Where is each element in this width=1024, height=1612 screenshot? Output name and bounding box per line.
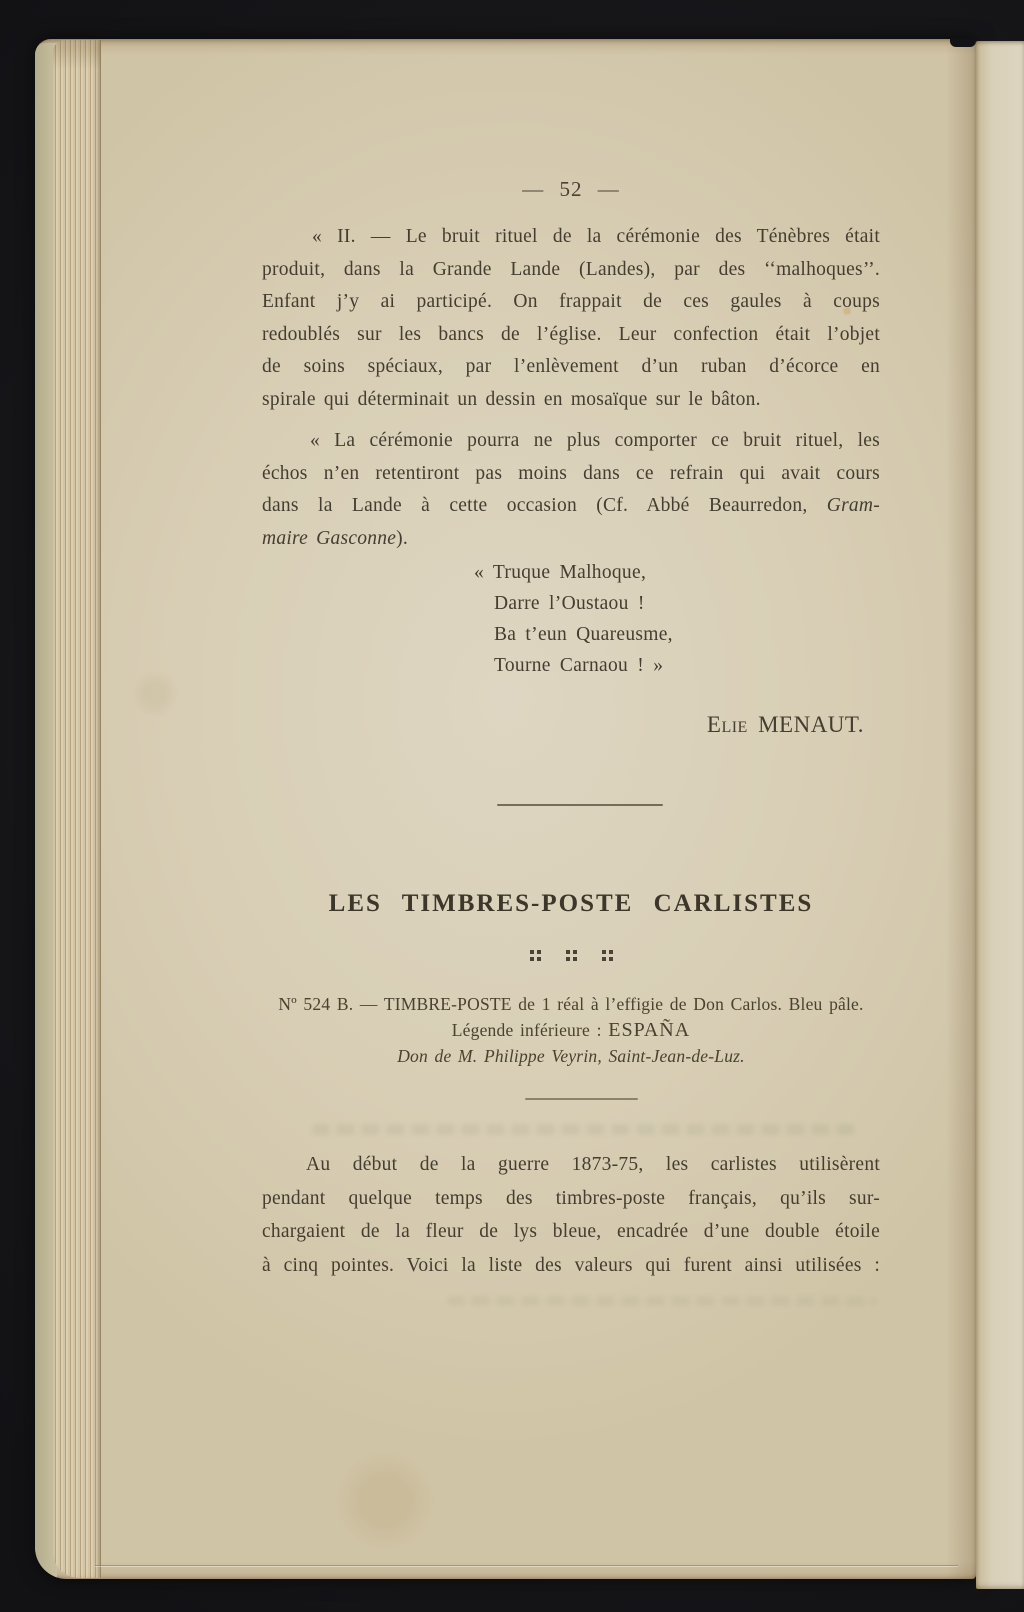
facing-page-sliver: [976, 41, 1024, 1589]
four-dot-ornament-icon: [530, 950, 541, 961]
section-divider-rule: [497, 804, 663, 806]
ornament-dots: [262, 950, 880, 961]
author-first-name: Elie: [706, 712, 748, 737]
text-line: de soins spéciaux, par l’enlèvement d’un ruban d’écorce en: [262, 356, 880, 377]
text-line: [262, 523, 880, 556]
text-line: produit, dans la Grande Lande (Landes), par des ‘‘malhoques’’.: [262, 258, 880, 280]
book-page: [35, 39, 976, 1579]
book-title-italic: Gram-: [826, 495, 880, 516]
show-through-ghost-text: [447, 1296, 877, 1306]
verse-line: « Truque Malhoque,: [474, 562, 647, 583]
text-line: échos n’en retentiront pas moins dans ce refrain qui avait cours: [262, 462, 880, 484]
page-number: — 52 —: [522, 177, 620, 201]
paragraph-3: [262, 1148, 880, 1282]
section-divider-rule: [525, 1098, 638, 1100]
text-line: Au début de la guerre 1873-75, les carlistes utilisèrent: [306, 1154, 880, 1175]
author-signature: [262, 712, 880, 738]
book-title-italic: maire Gasconne: [262, 527, 397, 549]
paragraph-2: [262, 425, 880, 555]
text-line: « La cérémonie pourra ne plus comporter ce bruit rituel, les: [310, 430, 880, 451]
catalog-entry: [262, 991, 880, 1069]
page-edge-stack: [53, 40, 101, 1578]
text-run: dans la Lande à cette occasion (Cf. Abbé Beaurredon,: [262, 495, 827, 516]
binding-notch: [950, 39, 976, 47]
article-title: LES TIMBRES-POSTE CARLISTES: [328, 890, 814, 917]
text-run: ).: [396, 527, 409, 549]
legend-label: Légende inférieure :: [451, 1020, 609, 1040]
text-line: [262, 490, 880, 523]
author-last-name: MENAUT.: [758, 712, 864, 737]
paragraph-1: [262, 221, 880, 416]
verse-line: Tourne Carnaou ! »: [494, 655, 664, 676]
verse-line: Darre l’Oustaou !: [494, 593, 645, 614]
catalog-entry-line: Nº 524 B. — TIMBRE-POSTE de 1 réal à l’effigie de Don Carlos. Bleu pâle.: [278, 994, 864, 1014]
show-through-ghost-text: [312, 1124, 857, 1135]
four-dot-ornament-icon: [602, 950, 613, 961]
text-line: à cinq pointes. Voici la liste des valeurs qui furent ainsi utilisées :: [262, 1254, 880, 1276]
quatrain: [474, 557, 673, 681]
catalog-entry-legend: [262, 1017, 880, 1043]
legend-value: ESPAÑA: [608, 1019, 691, 1041]
verse-line: Ba t’eun Quareusme,: [494, 624, 673, 645]
text-line: Enfant j’y ai participé. On frappait de ces gaules à coups: [262, 291, 880, 312]
text-line: pendant quelque temps des timbres-poste français, qu’ils sur-: [262, 1187, 880, 1209]
text-line: « II. — Le bruit rituel de la cérémonie des Ténèbres était: [312, 226, 880, 247]
page-content: [262, 39, 880, 1579]
text-line: redoublés sur les bancs de l’église. Leur confection était l’objet: [262, 323, 880, 345]
text-line: spirale qui déterminait un dessin en mosaïque sur le bâton.: [262, 388, 761, 410]
catalog-entry-credit: Don de M. Philippe Veyrin, Saint-Jean-de-Luz.: [397, 1046, 745, 1066]
four-dot-ornament-icon: [566, 950, 577, 961]
text-line: chargaient de la fleur de lys bleue, encadrée d’une double étoile: [262, 1221, 880, 1242]
page-crease: [95, 1565, 958, 1566]
